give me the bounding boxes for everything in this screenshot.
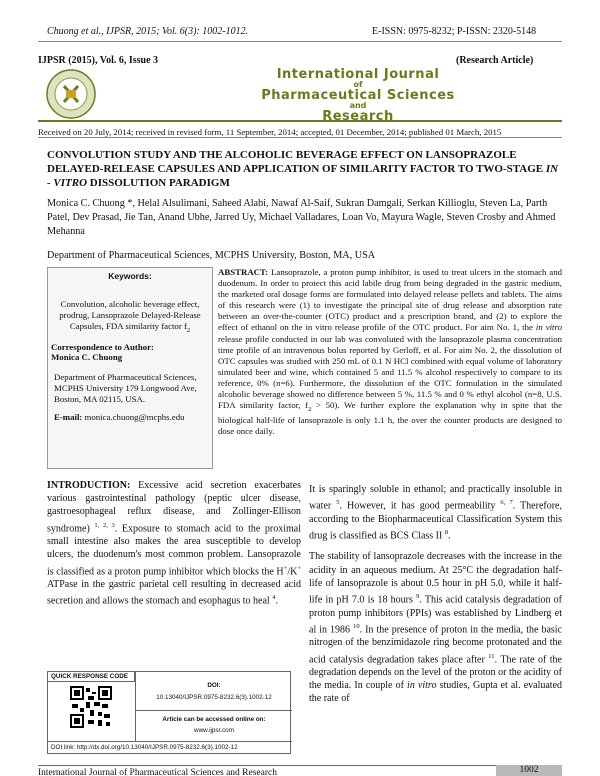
abstract-text-3: > 50). We further explore the explanation why in spite that the biological half-life of lansoprazole is only 1.1 h, the over the counter products are designed to dose once daily. [218, 400, 563, 437]
qr-code-icon[interactable] [70, 686, 112, 728]
quick-response-box [47, 671, 291, 754]
email-link[interactable]: monica.chuong@mcphs.edu [84, 411, 185, 422]
abstract-text-1: Lansoprazole, a proton pump inhibitor, is used to treat ulcers in the stomach and duodenum. In order to protect this acid labile drug from being degraded in the gastric medium, the marketed oral dosage forms are formulated into delayed release pellets and tablets. The aims of this research were (1) to investigate the principal site of drug release and absorption rate between an over-the-counter (OTC) product and a prescription brand, and (2) to explore the effect of ethanol on the in vitro release profile of the OTC product. For aim No. 1, the [218, 267, 562, 333]
running-citation: Chuong et al., IJPSR, 2015; Vol. 6(3): 1002-1012. [47, 26, 249, 37]
keywords-box [47, 267, 213, 469]
received-divider [38, 137, 562, 138]
intro-text-4: ATPase in the gastric parietal cell resulting in decreased acid secretion and allows the stomach and esophagus to heal [47, 579, 301, 607]
doi-link[interactable]: DOI link: http://dx.doi.org/10.13040/IJPSR.0975-8232.6(3).1002-12 [51, 744, 238, 751]
received-dates: Received on 20 July, 2014; received in revised form, 11 September, 2014; accepted, 01 December, 2014; published 01 March, 2015 [38, 127, 502, 137]
intro-text-5: . [275, 595, 278, 607]
footer-journal: International Journal of Pharmaceutical Sciences and Research [38, 768, 277, 776]
email-label: E-mail: [54, 411, 83, 422]
title-part-2: IN - VITRO [47, 163, 559, 189]
doi-value: 10.13040/IJPSR.0975-8232.6(3).1002-12 [156, 694, 272, 701]
right-b3: . In the presence of proton in the media, the basic nitrogen of the benzimidazole ring become protonated and the acid catalysis degradation takes place after [309, 624, 562, 665]
right-br3: 11 [488, 652, 495, 660]
intro-text-2: . Exposure to stomach acid to the proximal small intestine also makes the area susceptible to develop ulcers, the duodenum's most common problem. Lansoprazole is classified as a proton pump inhibitor which blocks the H [47, 522, 301, 577]
right-b-italic: in vitro [407, 680, 437, 692]
keywords-list: Convolution, alcoholic beverage effect, prodrug, Lansoprazole Delayed-Release Capsules, FDA similarity factor f [59, 299, 201, 331]
intro-text-3: /K [287, 565, 298, 577]
right-a4: . [448, 530, 451, 542]
right-br2: 10 [353, 622, 360, 630]
title-part-1: CONVOLUTION STUDY AND THE ALCOHOLIC BEVERAGE EFFECT ON LANSOPRAZOLE DELAYED-RELEASE CAPSULES AND APPLICATION OF SIMILARITY FACTOR TO TWO-STAGE [47, 149, 546, 175]
banner-line-3: Pharmaceutical Sciences [261, 88, 455, 103]
correspondence-address: Department of Pharmaceutical Sciences, MCPHS University 179 Longwood Ave, Boston, MA 02115, USA. [54, 371, 197, 404]
paragraph-solubility [309, 483, 562, 542]
journal-website-link[interactable]: www.ijpsr.com [194, 727, 234, 734]
abstract-italic: in vitro [535, 322, 562, 333]
page-number: 1002 [496, 765, 562, 776]
qr-divider-inner [135, 710, 292, 711]
correspondence-name: Monica C. Chuong [51, 351, 123, 362]
banner-line-5: Research [322, 109, 394, 124]
intro-sup-1: + [283, 564, 288, 572]
keywords-text [54, 299, 206, 336]
introduction-label: INTRODUCTION: [47, 480, 131, 491]
author-list: Monica C. Chuong *, Helal Alsulimani, Saheed Alabi, Nawaf Al-Saif, Sukran Damgali, Serkan Killioglu, Steven La, Parth Patel, Dev Prasad, Jie Tan, Anand Ubhe, Jarred Uy, Michael Valladares, Loan Vo, Mayura Wagle, Steven Crosby and Ahmed Mehanna [47, 198, 556, 237]
journal-title [188, 68, 528, 123]
footer-divider [38, 765, 562, 766]
intro-ref-2: 4 [272, 594, 276, 602]
abstract-sub: 2 [308, 405, 312, 413]
abstract-label: ABSTRACT: [218, 267, 269, 277]
intro-text-1: Excessive acid secretion exacerbates various gastrointestinal pathology (peptic ulcer disease, gastroesophageal reflux disease, and Zollinger-Ellison syndrome) [47, 480, 301, 534]
correspondence-email [54, 412, 206, 422]
right-column [309, 483, 562, 706]
journal-banner [38, 66, 562, 122]
qr-divider-horizontal [48, 741, 292, 742]
keywords-title: Keywords: [108, 271, 152, 281]
right-b4: . The rate of the degradation depends on the level of the proton or the acidity of the media. In couple of [309, 653, 562, 692]
abstract-text-2: release profile conducted in our lab was convoluted with the lansoprazole plasma concentration time profile of an intravenous bolus reported by Gerloff, et al. For aim No. 2, the dissolution of OTC capsules was studied with 250 mL of 0.1 N HCl combined with equal volume of laboratory simulated beer and wine, which contained 5 and 11.5 % alcohol respectively to compare to its reference, 0% (n=6). Furthermore, the dissolution of the OTC formulation in the simulated alcoholic beverage showed no difference between 5 %, 11.5 % and 0 % ethyl alcohol (n=8, U.S. FDA similarity factor, f [218, 333, 562, 411]
right-br1: 9 [416, 593, 420, 601]
banner-line-4: and [349, 101, 367, 110]
introduction-column [47, 479, 301, 608]
banner-line-2: of [353, 80, 363, 89]
affiliation: Department of Pharmaceutical Sciences, MCPHS University, Boston, MA, USA [47, 250, 376, 261]
right-b2: . This acid catalysis degradation of proton pump inhibitors (PPIs) was established by Lindberg et al in 1986 [309, 594, 563, 636]
journal-logo-icon [42, 68, 100, 120]
right-a3: . Therefore, according to the Biopharmaceutical Classification System this drug is classified as BCS Class II [309, 500, 562, 542]
right-a2: . However, it has good permeability [339, 500, 501, 512]
qr-heading: QUICK RESPONSE CODE [48, 672, 135, 682]
right-b5: studies, Gupta et al. evaluated the rate of [309, 680, 563, 705]
keywords-sub: 2 [186, 326, 191, 334]
header-divider [38, 41, 562, 42]
title-part-3: DISSOLUTION PARADIGM [87, 177, 230, 189]
doi-label: DOI: [207, 682, 221, 689]
intro-ref-1: 1, 2, 3 [94, 521, 115, 529]
paragraph-stability [309, 550, 562, 705]
right-b1: The stability of lansoprazole decreases with the increase in the acidity in an aqueous medium. At 25°C the degradation half-life of lansoprazole is about 0.5 hour in pH 5.0, while it half-life in pH 7.0 is 18 hours [309, 551, 562, 606]
intro-sup-2: + [297, 564, 301, 572]
abstract [218, 267, 562, 437]
article-type: (Research Article) [456, 55, 534, 66]
correspondence-heading [51, 342, 209, 362]
paper-title [47, 148, 562, 190]
right-ar2: 6, 7 [500, 499, 513, 507]
correspondence-title: Correspondence to Author: [51, 341, 154, 352]
access-label: Article can be accessed online on: [162, 716, 266, 723]
issn: E-ISSN: 0975-8232; P-ISSN: 2320-5148 [372, 26, 537, 37]
right-ar1: 5 [336, 499, 340, 507]
banner-line-1: International Journal [276, 67, 440, 82]
right-ar3: 8 [444, 528, 449, 536]
issue-label: IJPSR (2015), Vol. 6, Issue 3 [38, 55, 159, 66]
right-a1: It is sparingly soluble in ethanol; and practically insoluble in water [309, 484, 562, 512]
